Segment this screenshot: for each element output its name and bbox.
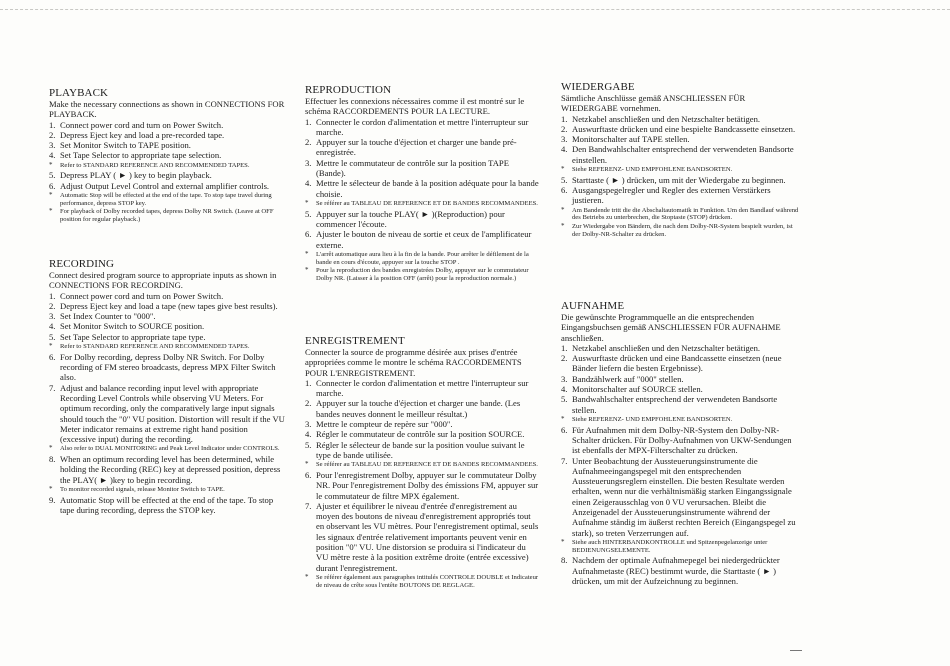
scan-top-edge [0, 9, 950, 10]
step-item [561, 134, 799, 144]
step-text: Ajuster le bouton de niveau de sortie et ceux de l'amplificateur externe. [316, 229, 532, 250]
step-number: * [305, 198, 309, 207]
step-text: Siehe auch HINTERBANDKONTROLLE und Spitzenpegelanzeige unter BEDIENUNGSELEMENTE. [572, 538, 768, 554]
note-item [49, 486, 285, 494]
step-number: 6. [561, 185, 568, 196]
step-text: Adjust and balance recording input level with appropriate Recording Level Controls while observing VU Meters. For optimum recording, only the comparatively large input signals should touch the "0" VU position. Distortion will result if the VU Meter indicator remains at extreme right hand position (excessive input) during the recording. [60, 382, 285, 445]
step-text: Connecter le cordon d'alimentation et mettre l'interrupteur sur marche. [316, 377, 529, 399]
step-number: 9. [49, 494, 56, 505]
note-item [305, 461, 540, 469]
step-text: Auswurftaste drücken und eine bespielte Bandcassette einsetzen. [572, 123, 796, 134]
section-wiedergabe [561, 81, 799, 239]
section-intro: Sämtliche Anschlüsse gemäß ANSCHLIESSEN FÜR WIEDERGABE vornehmen. [561, 93, 746, 114]
step-number: * [305, 460, 309, 469]
step-text: Connect power cord and turn on Power Switch. [60, 290, 224, 301]
step-number: 1. [49, 119, 56, 130]
step-number: 3. [561, 134, 568, 145]
step-number: 5. [49, 170, 56, 181]
step-item [49, 301, 285, 311]
step-text: Bandwahlschalter entsprechend der verwendeten Bandsorte stellen. [572, 394, 778, 415]
step-text: Netzkabel anschließen und den Netzschalter betätigen. [572, 342, 761, 353]
note-item [305, 200, 540, 208]
step-number: 6. [305, 469, 312, 480]
step-number: 3. [561, 373, 568, 384]
step-item [49, 383, 285, 445]
step-number: * [305, 572, 309, 581]
step-item [49, 454, 285, 485]
step-number: * [49, 191, 53, 200]
step-text: Ausgangspegelregler und Regler des externen Verstärkers justieren. [572, 185, 771, 206]
step-item [305, 178, 540, 199]
step-item [561, 343, 799, 353]
step-text: Bandzählwerk auf "000" stellen. [572, 373, 684, 384]
step-text: L'arrêt automatique aura lieu à la fin de la bande. Pour arrêter le défilement de la bande en cours d'écoute, appuyer sur la touche STOP . [316, 250, 529, 266]
step-number: 2. [49, 300, 56, 311]
note-item [561, 416, 799, 424]
section-title: PLAYBACK [49, 87, 109, 99]
step-item [49, 140, 285, 150]
step-text: When an optimum recording level has been determined, while holding the Recording (REC) key at depressed position, depress the PLAY( ► )key to begin recording. [60, 454, 281, 485]
step-number: * [49, 207, 53, 216]
step-item [561, 394, 799, 415]
step-item [49, 120, 285, 130]
step-text: Depress Eject key and load a tape (new tapes give best results). [60, 300, 278, 311]
step-list [49, 120, 285, 224]
step-list [561, 343, 799, 586]
step-number: * [561, 537, 565, 546]
step-number: 2. [305, 398, 312, 409]
step-item [49, 291, 285, 301]
step-item [561, 124, 799, 134]
note-item [561, 223, 799, 238]
note-item [561, 207, 799, 222]
step-number: 3. [49, 311, 56, 322]
note-item [305, 574, 540, 589]
note-item [561, 539, 799, 554]
note-item [49, 208, 285, 223]
note-item [49, 445, 285, 453]
section-title: REPRODUCTION [305, 84, 392, 96]
step-item [561, 353, 799, 374]
step-item [305, 209, 540, 230]
section-aufnahme [561, 300, 799, 586]
step-text: Pour l'enregistrement Dolby, appuyer sur le commutateur Dolby NR. Pour l'enregistrement Dolby des émissions FM, appuyer sur le commutateur de filtre MPX également. [316, 469, 539, 501]
step-number: 5. [561, 394, 568, 405]
step-item [561, 456, 799, 538]
step-number: * [49, 485, 53, 494]
step-item [305, 440, 540, 461]
step-number: 3. [305, 157, 312, 168]
step-number: 1. [305, 116, 312, 127]
step-text: Appuyer sur la touche d'éjection et charger une bande. (Les bandes neuves donnent le meilleur résultat.) [316, 398, 521, 419]
step-text: Monitorschalter auf SOURCE stellen. [572, 384, 703, 395]
step-number: 2. [561, 353, 568, 364]
step-text: Zur Wiedergabe von Bändern, die nach dem Dolby-NR-System bespielt wurden, ist der Dolby-NR-Schalter zu drücken. [572, 223, 793, 238]
step-number: * [561, 205, 565, 214]
step-text: Régler le commutateur de contrôle sur la position SOURCE. [316, 429, 525, 440]
step-number: 8. [49, 454, 56, 465]
step-number: * [305, 249, 309, 258]
note-item [49, 162, 285, 170]
step-text: Régler le sélecteur de bande sur la position voulue suivant le type de bande utilisée. [316, 439, 525, 460]
step-number: 1. [305, 377, 312, 388]
note-item [561, 166, 799, 174]
step-text: Se référer au TABLEAU DE REFERENCE ET DE BANDES RECOMMANDEES. [316, 461, 538, 469]
section-title: AUFNAHME [561, 300, 625, 312]
step-text: Depress Eject key and load a pre-recorded tape. [60, 129, 225, 140]
section-playback [49, 87, 285, 225]
step-text: Set Monitor Switch to TAPE position. [60, 140, 191, 151]
step-number: 5. [305, 208, 312, 219]
step-text: Depress PLAY ( ► ) key to begin playback. [60, 170, 212, 181]
step-number: 6. [305, 229, 312, 240]
step-text: Starttaste ( ► ) drücken, um mit der Wiedergabe zu beginnen. [572, 174, 786, 185]
section-title: ENREGISTREMENT [305, 335, 405, 347]
step-text: Se référer au TABLEAU DE REFERENCE ET DE BANDES RECOMMANDEES. [316, 199, 538, 207]
step-item [561, 114, 799, 124]
section-intro: Die gewünschte Programmquelle an die entsprechenden Eingangsbuchsen gemäß ANSCHLIESSEN FÜR AUFNAHME anschließen. [561, 312, 781, 343]
step-text: Am Bandende tritt die die Abschaltautomatik in Funktion. Um den Bandlauf während des Betriebs zu unterbrechen, die Stoptaste (STOP) drücken. [572, 206, 799, 222]
step-number: 1. [49, 290, 56, 301]
step-item [561, 175, 799, 185]
step-list [561, 114, 799, 239]
step-text: Mettre le sélecteur de bande à la position adéquate pour la bande choisie. [316, 178, 539, 199]
step-text: Appuyer sur la touche d'éjection et charger une bande pré-enregistrée. [316, 137, 517, 158]
step-text: Netzkabel anschließen und den Netzschalter betätigen. [572, 113, 761, 124]
step-item [49, 150, 285, 160]
section-title: RECORDING [49, 258, 115, 270]
step-item [305, 398, 540, 419]
step-number: 5. [305, 439, 312, 450]
step-item [49, 321, 285, 331]
step-number: 5. [561, 174, 568, 185]
section-recording [49, 258, 285, 515]
page-corner-mark [790, 650, 802, 651]
step-number: 8. [561, 555, 568, 566]
step-text: Siehe REFERENZ- UND EMPFOHLENE BANDSORTEN. [572, 415, 733, 423]
step-number: 7. [305, 500, 312, 511]
step-number: 7. [49, 382, 56, 393]
step-text: To monitor recorded signals, release Monitor Switch to TAPE. [60, 486, 225, 494]
section-title: WIEDERGABE [561, 81, 635, 93]
step-number: 1. [561, 342, 568, 353]
step-item [305, 419, 540, 429]
step-item [561, 144, 799, 165]
step-number: * [561, 222, 565, 231]
step-item [49, 311, 285, 321]
section-intro: Connect desired program source to appropriate inputs as shown in CONNECTIONS FOR RECORDING. [49, 270, 277, 291]
step-number: 2. [49, 129, 56, 140]
step-text: Connect power cord and turn on Power Switch. [60, 119, 224, 130]
step-number: 1. [561, 113, 568, 124]
step-number: 4. [49, 321, 56, 332]
step-text: Set Tape Selector to appropriate tape type. [60, 331, 206, 342]
step-text: For Dolby recording, depress Dolby NR Switch. For Dolby recording of FM stereo broadcasts, depress MPX Filter Switch also. [60, 351, 276, 383]
step-text: Appuyer sur la touche PLAY( ► )(Reproduction) pour commencer l'écoute. [316, 208, 505, 229]
step-item [561, 185, 799, 206]
step-number: 4. [49, 150, 56, 161]
step-number: * [561, 165, 565, 174]
step-text: Connecter le cordon d'alimentation et mettre l'interrupteur sur marche. [316, 116, 529, 137]
step-text: Nachdem der optimale Aufnahmepegel bei niedergedrückter Aufnahmetaste (REC) bestimmt wurde, die Starttaste ( ► ) drücken, um mit der Aufzeichnung zu beginnen. [572, 555, 780, 586]
step-number: 5. [49, 331, 56, 342]
section-intro: Make the necessary connections as shown in CONNECTIONS FOR PLAYBACK. [49, 99, 285, 120]
step-number: * [49, 444, 53, 453]
step-text: Also refer to DUAL MONITORING and Peak Level Indicator under CONTROLS. [60, 445, 280, 453]
step-text: Mettre le commutateur de contrôle sur la position TAPE (Bande). [316, 157, 509, 179]
step-item [305, 117, 540, 138]
step-item [561, 374, 799, 384]
step-text: Unter Beobachtung der Aussteuerungsinstrumente die Aufnahmeeingangspegel mit den entsprechenden Aussteuerungsreglern einstellen. Die besten Resultate werden erhalten, wenn nur die verhältnismäßig starken Eingangssignale einen Zeigerausschlag von 0 VU verursachen. Bleibt die Anzeigenadel der Aussteuerungsinstrumente während der Aufnahme ständig im äußerst rechten Bereich (Eingangspegel zu stark), so treten Verzerrungen auf. [572, 455, 796, 538]
note-item [305, 267, 540, 282]
step-text: Se référer également aux paragraphes intitulés CONTROLE DOUBLE et Indicateur de niveau de crête sous l'entête BOUTONS DE REGLAGE. [316, 573, 539, 589]
step-number: 6. [49, 351, 56, 362]
step-number: * [49, 342, 53, 351]
step-number: 6. [561, 424, 568, 435]
step-number: * [561, 414, 565, 423]
step-text: Pour la reproduction des bandes enregistrées Dolby, appuyer sur le commutateur Dolby NR. (Laisser à la position OFF (arrêt) pour la reproduction normale.) [316, 267, 529, 282]
section-reproduction [305, 84, 540, 284]
step-text: Für Aufnahmen mit dem Dolby-NR-System den Dolby-NR-Schalter drücken. Für Dolby-Aufnahmen von UKW-Sendungen ist ebenfalls der MPX-Filterschalter zu drücken. [572, 424, 792, 456]
step-text: Monitorschalter auf TAPE stellen. [572, 134, 690, 145]
step-number: 6. [49, 180, 56, 191]
step-number: 7. [561, 455, 568, 466]
step-item [49, 181, 285, 191]
step-item [305, 158, 540, 179]
step-number: 3. [49, 140, 56, 151]
step-item [49, 352, 285, 383]
step-item [49, 495, 285, 516]
step-number: 3. [305, 419, 312, 430]
step-item [49, 332, 285, 342]
step-text: Refer to STANDARD REFERENCE AND RECOMMENDED TAPES. [60, 343, 250, 351]
step-text: Set Index Counter to "000". [60, 311, 156, 322]
step-item [561, 425, 799, 456]
step-number: 4. [305, 178, 312, 189]
step-number: 2. [561, 123, 568, 134]
step-text: For playback of Dolby recorded tapes, depress Dolby NR Switch. (Leave at OFF position for regular playback.) [60, 208, 274, 224]
step-number: 4. [561, 384, 568, 395]
step-text: Auswurftaste drücken und eine Bandcassette einsetzen (neue Bänder liefern die besten Ergebnisse). [572, 353, 782, 374]
note-item [49, 343, 285, 351]
step-item [305, 229, 540, 250]
step-text: Set Tape Selector to appropriate tape selection. [60, 150, 222, 161]
step-number: * [305, 266, 309, 275]
step-item [305, 378, 540, 399]
note-item [305, 251, 540, 266]
section-intro: Effectuer les connexions nécessaires comme il est montré sur le schéma RACCORDEMENTS POUR LA LECTURE. [305, 96, 525, 117]
step-item [305, 137, 540, 158]
step-item [561, 384, 799, 394]
step-text: Mettre le compteur de repère sur "000". [316, 419, 453, 430]
step-item [49, 130, 285, 140]
step-item [305, 429, 540, 439]
step-text: Set Monitor Switch to SOURCE position. [60, 321, 205, 332]
step-text: Automatic Stop will be effected at the end of the tape. To stop tape during recording, depress the STOP key. [60, 494, 274, 516]
step-item [49, 170, 285, 180]
step-number: 2. [305, 137, 312, 148]
step-list [305, 378, 540, 589]
step-text: Siehe REFERENZ- UND EMPFOHLENE BANDSORTEN. [572, 166, 733, 174]
step-number: 4. [305, 429, 312, 440]
step-item [561, 555, 799, 586]
step-list [49, 291, 285, 516]
step-text: Ajuster et équilibrer le niveau d'entrée d'enregistrement au moyen des boutons de niveau d'enregistrement appropriés tout en observant les VU mètres. Pour l'enregistrement optimal, seuls les signaux d'entrée relativement importants peuvent venir en position "0" VU. Une distorsion se produira si l'indicateur du VU mètre reste à la position extrême droite (entrée excessive) durant l'enregistrement. [316, 500, 539, 573]
step-text: Automatic Stop will be effected at the end of the tape. To stop tape travel during performance, depress STOP key. [60, 192, 272, 207]
note-item [49, 192, 285, 207]
section-enregistrement [305, 335, 540, 590]
section-intro: Connecter la source de programme désirée aux prises d'entrée appropriées comme le montre le schéma RACCORDEMENTS POUR L'ENREGISTREMENT. [305, 347, 522, 378]
step-text: Adjust Output Level Control and external amplifier controls. [60, 180, 270, 191]
step-item [305, 470, 540, 501]
step-list [305, 117, 540, 283]
step-number: * [49, 160, 53, 169]
step-text: Refer to STANDARD REFERENCE AND RECOMMENDED TAPES. [60, 161, 250, 169]
step-number: 4. [561, 144, 568, 155]
step-item [305, 501, 540, 573]
step-text: Den Bandwahlschalter entsprechend der verwendeten Bandsorte einstellen. [572, 144, 794, 165]
